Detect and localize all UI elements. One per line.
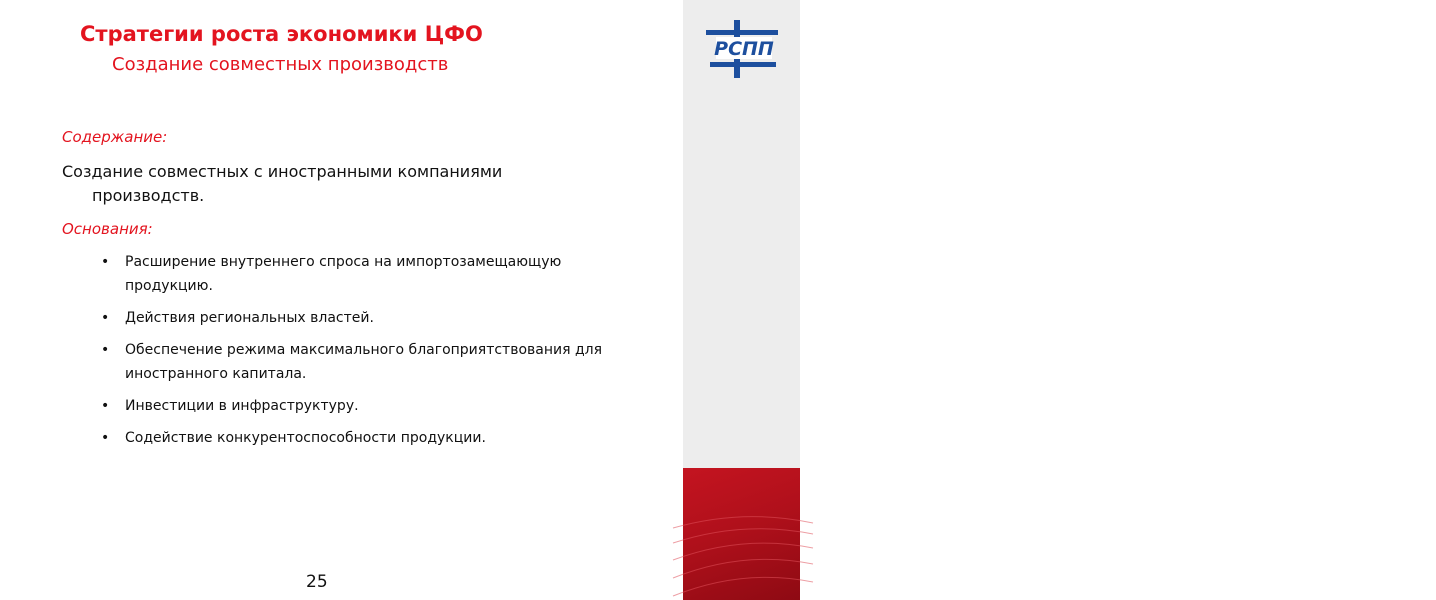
content-text: Создание совместных с иностранными компаниями производств. <box>62 162 503 205</box>
basis-label: Основания: <box>62 220 153 238</box>
slide-title: Стратегии роста экономики ЦФО <box>80 22 483 46</box>
bullet-icon: • <box>101 254 110 270</box>
right-side-panel <box>683 0 1436 600</box>
svg-text:РСПП: РСПП <box>714 38 774 60</box>
side-page-number: 25 <box>1423 478 1436 488</box>
track-lines-icon <box>683 468 800 600</box>
content-label: Содержание: <box>62 128 168 146</box>
list-item: • Расширение внутреннего спроса на импортозамещающую продукцию. <box>98 250 638 298</box>
basis-bullet-list <box>98 250 638 458</box>
red-decor-band <box>683 468 800 600</box>
list-item: • Инвестиции в инфраструктуру. <box>98 394 638 418</box>
list-item: • Обеспечение режима максимального благоприятствования для иностранного капитала. <box>98 338 638 386</box>
slide-subtitle: Создание совместных производств <box>112 54 449 75</box>
list-item: • Действия региональных властей. <box>98 306 638 330</box>
bullet-icon: • <box>101 430 110 446</box>
rspp-logo-icon <box>706 20 778 78</box>
list-item: • Содействие конкурентоспособности продукции. <box>98 426 638 450</box>
bullet-icon: • <box>101 342 110 358</box>
bullet-icon: • <box>101 310 110 326</box>
page-number: 25 <box>306 572 328 592</box>
bullet-icon: • <box>101 398 110 414</box>
